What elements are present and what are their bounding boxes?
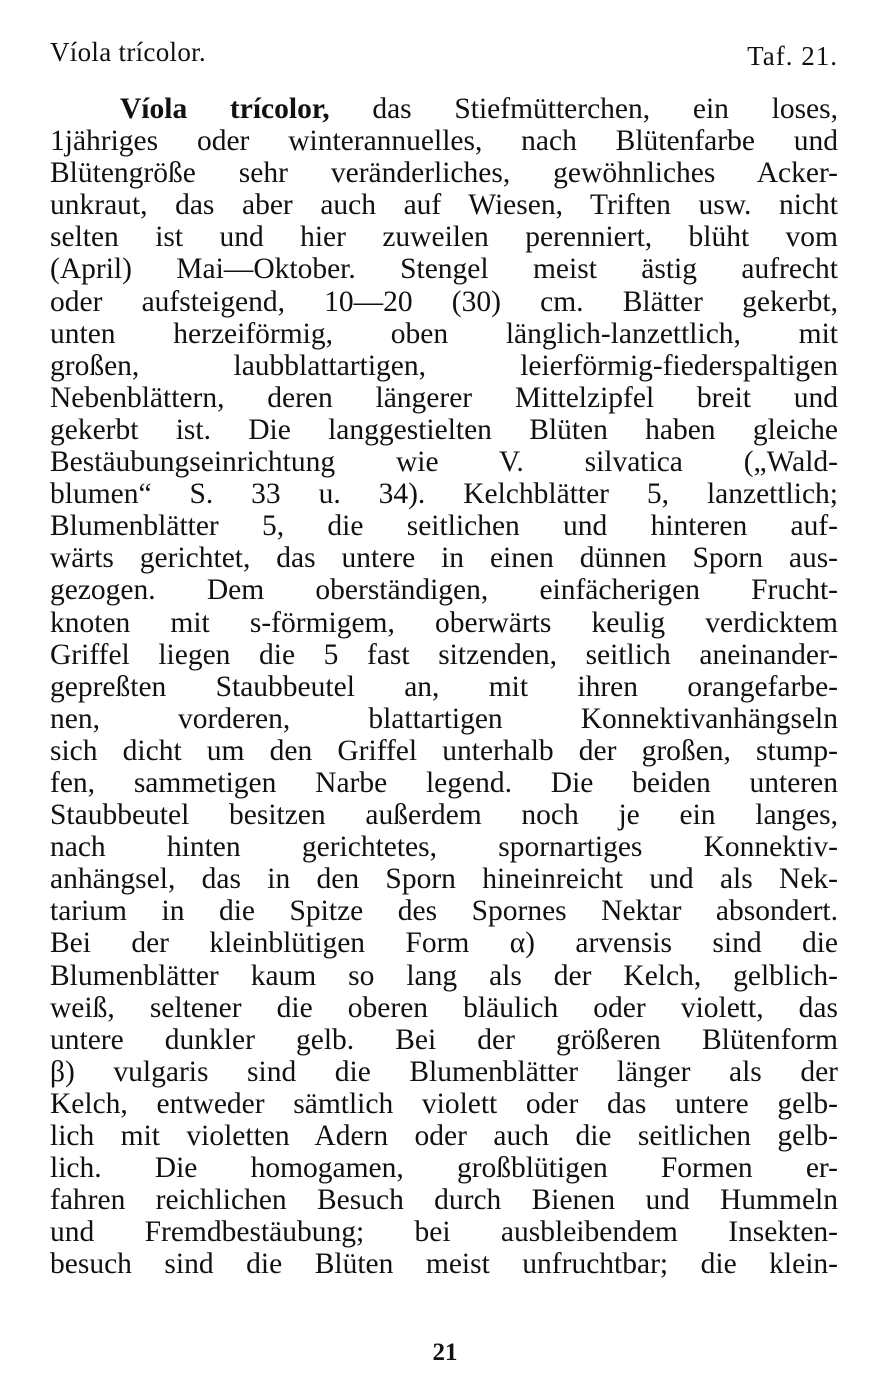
text-line: besuch sind die Blüten meist unfruchtbar; die klein- bbox=[50, 1248, 838, 1281]
running-header bbox=[50, 34, 838, 70]
text-line: und Fremdbestäubung; bei ausbleibendem Insekten- bbox=[50, 1216, 838, 1249]
text-line: Staubbeutel besitzen außerdem noch je ein langes, bbox=[50, 799, 838, 832]
text-line: Blütengröße sehr veränderliches, gewöhnliches Acker- bbox=[50, 157, 838, 190]
text-line: großen, laubblattartigen, leierförmig-fiederspaltigen bbox=[50, 349, 838, 382]
text-line: oder aufsteigend, 10—20 (30) cm. Blätter gekerbt, bbox=[50, 285, 838, 318]
text-line: fen, sammetigen Narbe legend. Die beiden unteren bbox=[50, 766, 838, 799]
text-line: wärts gerichtet, das untere in einen dünnen Sporn aus- bbox=[50, 542, 838, 575]
text-line: Bestäubungseinrichtung wie V. silvatica („Wald- bbox=[50, 446, 838, 479]
running-header-plate: Taf. 21. bbox=[747, 41, 838, 71]
text-line: knoten mit s-förmigem, oberwärts keulig verdicktem bbox=[50, 606, 838, 639]
text-line: untere dunkler gelb. Bei der größeren Blütenform bbox=[50, 1023, 838, 1056]
text-line: 1jähriges oder winterannuelles, nach Blütenfarbe und bbox=[50, 125, 838, 158]
text-line: Bei der kleinblütigen Form α) arvensis sind die bbox=[50, 927, 838, 960]
text-line: nen, vorderen, blattartigen Konnektivanhängseln bbox=[50, 702, 838, 735]
species-heading: Víola trícolor, bbox=[120, 93, 330, 125]
text-line: lich. Die homogamen, großblütigen Formen er- bbox=[50, 1152, 838, 1185]
text-line: lich mit violetten Adern oder auch die seitlichen gelb- bbox=[50, 1120, 838, 1152]
body-paragraph bbox=[50, 93, 838, 1280]
text-line: gekerbt ist. Die langgestielten Blüten haben gleiche bbox=[50, 413, 838, 446]
text-line: weiß, seltener die oberen bläulich oder violett, das bbox=[50, 991, 838, 1024]
text-line: gepreßten Staubbeutel an, mit ihren orangefarbe- bbox=[50, 670, 838, 703]
text-line: nach hinten gerichtetes, spornartiges Konnektiv- bbox=[50, 831, 838, 864]
text-line: β) vulgaris sind die Blumenblätter länger als der bbox=[50, 1055, 838, 1088]
text-line: (April) Mai—Oktober. Stengel meist ästig aufrecht bbox=[50, 253, 838, 286]
text-line: Blumenblätter kaum so lang als der Kelch, gelblich- bbox=[50, 959, 838, 992]
text-line: sich dicht um den Griffel unterhalb der großen, stump- bbox=[50, 734, 838, 767]
text-line: fahren reichlichen Besuch durch Bienen und Hummeln bbox=[50, 1184, 838, 1217]
text-line: gezogen. Dem oberständigen, einfächerigen Frucht- bbox=[50, 574, 838, 607]
text-line: unkraut, das aber auch auf Wiesen, Triften usw. nicht bbox=[50, 189, 838, 222]
text-line: Griffel liegen die 5 fast sitzenden, seitlich aneinander- bbox=[50, 638, 838, 671]
text-line bbox=[50, 93, 838, 125]
text-line-content: das Stiefmütterchen, ein loses, bbox=[329, 93, 839, 125]
text-line: Blumenblätter 5, die seitlichen und hinteren auf- bbox=[50, 510, 838, 543]
running-header-species: Víola trícolor. bbox=[50, 37, 206, 67]
text-line: Kelch, entweder sämtlich violett oder das untere gelb- bbox=[50, 1087, 838, 1120]
text-line: Nebenblättern, deren längerer Mittelzipfel breit und bbox=[50, 381, 838, 414]
text-line: anhängsel, das in den Sporn hineinreicht und als Nek- bbox=[50, 863, 838, 896]
page-number: 21 bbox=[432, 1339, 458, 1366]
text-line: blumen“ S. 33 u. 34). Kelchblätter 5, lanzettlich; bbox=[50, 478, 838, 511]
text-line: unten herzeiförmig, oben länglich-lanzettlich, mit bbox=[50, 317, 838, 350]
text-line: selten ist und hier zuweilen perenniert, blüht vom bbox=[50, 221, 838, 254]
text-line: tarium in die Spitze des Spornes Nektar absondert. bbox=[50, 895, 838, 928]
